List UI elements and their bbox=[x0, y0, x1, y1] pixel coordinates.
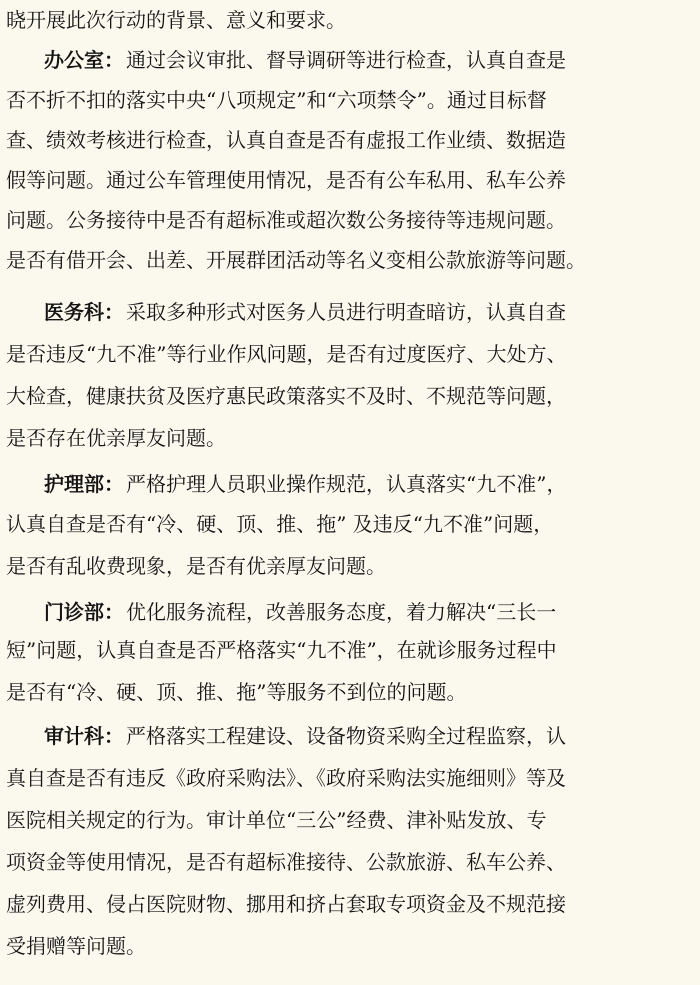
line-text: 假等问题。通过公车管理使用情况，是否有公车私用、私车公养 bbox=[6, 168, 566, 192]
line-text: 项资金等使用情况，是否有超标准接待、公款旅游、私车公养、 bbox=[6, 850, 566, 874]
line-text: 受捐赠等问题。 bbox=[6, 934, 146, 958]
paragraph-nursing-first-line bbox=[0, 464, 700, 504]
line-text: 是否存在优亲厚友问题。 bbox=[6, 426, 226, 450]
line-text: 是否有借开会、出差、开展群团活动等名义变相公款旅游等问题。 bbox=[6, 248, 586, 272]
section-heading-nursing: 护理部： bbox=[44, 472, 124, 496]
line-text: 晓开展此次行动的背景、意义和要求。 bbox=[6, 8, 346, 32]
paragraph-outpatient-first-line bbox=[0, 592, 700, 632]
text-line bbox=[0, 504, 700, 544]
text-line bbox=[0, 884, 700, 924]
text-line bbox=[0, 926, 700, 966]
line-text: 大检查，健康扶贫及医疗惠民政策落实不及时、不规范等问题， bbox=[6, 384, 566, 408]
line-text: 查、绩效考核进行检查，认真自查是否有虚报工作业绩、数据造 bbox=[6, 128, 566, 152]
text-line bbox=[0, 80, 700, 120]
text-line bbox=[0, 630, 700, 670]
line-text: 优化服务流程，改善服务态度，着力解决“三长一 bbox=[126, 600, 557, 624]
text-line bbox=[0, 120, 700, 160]
text-line bbox=[0, 376, 700, 416]
paragraph-medical-first-line bbox=[0, 292, 700, 332]
line-text: 严格落实工程建设、设备物资采购全过程监察，认 bbox=[126, 724, 566, 748]
text-line bbox=[0, 800, 700, 840]
paragraph-audit-first-line bbox=[0, 716, 700, 756]
line-text: 严格护理人员职业操作规范，认真落实“九不准”， bbox=[126, 472, 567, 496]
text-line bbox=[0, 200, 700, 240]
section-heading-medical: 医务科： bbox=[44, 300, 124, 324]
section-heading-audit: 审计科： bbox=[44, 724, 124, 748]
text-line bbox=[0, 546, 700, 586]
line-text: 是否有“冷、硬、顶、推、拖”等服务不到位的问题。 bbox=[6, 680, 467, 704]
text-line bbox=[0, 418, 700, 458]
line-text: 是否违反“九不准”等行业作风问题，是否有过度医疗、大处方、 bbox=[6, 342, 567, 366]
text-line bbox=[0, 240, 700, 280]
line-text: 问题。公务接待中是否有超标准或超次数公务接待等违规问题。 bbox=[6, 208, 566, 232]
line-text: 否不折不扣的落实中央“八项规定”和“六项禁令”。通过目标督 bbox=[6, 88, 547, 112]
text-line bbox=[0, 842, 700, 882]
text-line bbox=[0, 160, 700, 200]
text-line bbox=[0, 0, 700, 40]
line-text: 真自查是否有违反《政府采购法》、《政府采购法实施细则》等及 bbox=[6, 766, 566, 790]
section-heading-office: 办公室： bbox=[44, 48, 124, 72]
text-line bbox=[0, 672, 700, 712]
line-text: 医院相关规定的行为。审计单位“三公”经费、津补贴发放、专 bbox=[6, 808, 547, 832]
text-line bbox=[0, 334, 700, 374]
line-text: 采取多种形式对医务人员进行明查暗访，认真自查 bbox=[126, 300, 566, 324]
line-text: 短”问题，认真自查是否严格落实“九不准”，在就诊服务过程中 bbox=[6, 638, 557, 662]
line-text: 认真自查是否有“冷、硬、顶、推、拖” 及违反“九不准”问题， bbox=[6, 512, 554, 536]
line-text: 虚列费用、侵占医院财物、挪用和挤占套取专项资金及不规范接 bbox=[6, 892, 566, 916]
section-heading-outpatient: 门诊部： bbox=[44, 600, 124, 624]
line-text: 是否有乱收费现象，是否有优亲厚友问题。 bbox=[6, 554, 386, 578]
text-line bbox=[0, 758, 700, 798]
line-text: 通过会议审批、督导调研等进行检查，认真自查是 bbox=[126, 48, 566, 72]
paragraph-office-first-line bbox=[0, 40, 700, 80]
